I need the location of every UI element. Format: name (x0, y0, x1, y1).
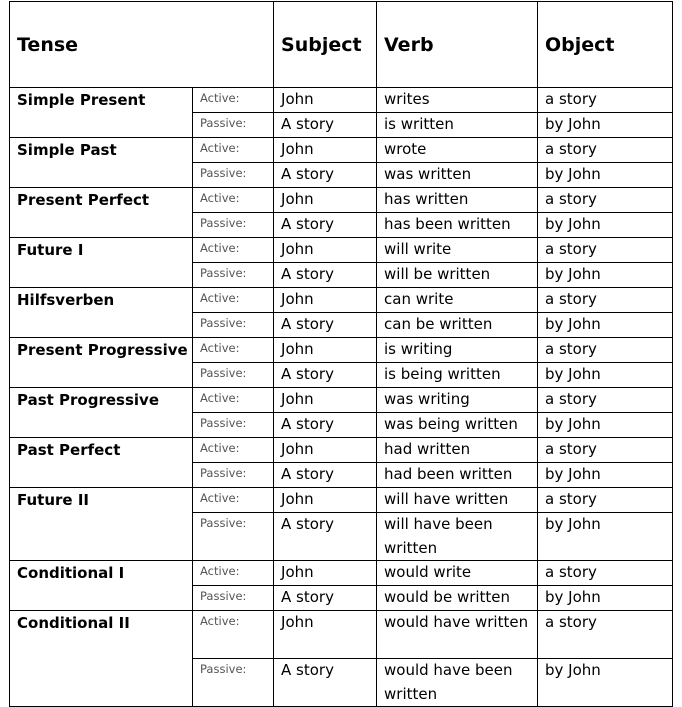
active-subject: John (274, 188, 377, 213)
voice-label-passive: Passive: (193, 513, 274, 561)
passive-object: by John (538, 213, 673, 238)
voice-label-passive: Passive: (193, 213, 274, 238)
voice-label-active: Active: (193, 188, 274, 213)
table-row-active (10, 611, 673, 659)
tense-name: Present Progressive (10, 338, 193, 388)
voice-label-passive: Passive: (193, 263, 274, 288)
active-verb: can write (377, 288, 538, 313)
tense-name: Past Perfect (10, 438, 193, 488)
passive-subject: A story (274, 463, 377, 488)
active-subject: John (274, 611, 377, 659)
active-verb: has written (377, 188, 538, 213)
active-object: a story (538, 611, 673, 659)
passive-verb: would be written (377, 586, 538, 611)
voice-label-passive: Passive: (193, 113, 274, 138)
passive-subject: A story (274, 363, 377, 388)
active-verb: would write (377, 561, 538, 586)
voice-label-active: Active: (193, 388, 274, 413)
table-row-active (10, 288, 673, 313)
tense-name: Conditional I (10, 561, 193, 611)
passive-object: by John (538, 513, 673, 561)
passive-object: by John (538, 463, 673, 488)
passive-subject: A story (274, 263, 377, 288)
header-verb: Verb (377, 2, 538, 88)
tense-name: Conditional II (10, 611, 193, 707)
active-verb: will have written (377, 488, 538, 513)
active-verb: is writing (377, 338, 538, 363)
passive-verb: was written (377, 163, 538, 188)
passive-object: by John (538, 113, 673, 138)
voice-label-passive: Passive: (193, 163, 274, 188)
passive-object: by John (538, 163, 673, 188)
passive-object: by John (538, 586, 673, 611)
voice-label-passive: Passive: (193, 463, 274, 488)
voice-label-passive: Passive: (193, 363, 274, 388)
active-object: a story (538, 338, 673, 363)
passive-verb: would have been written (377, 659, 538, 707)
tense-name: Simple Past (10, 138, 193, 188)
voice-label-active: Active: (193, 288, 274, 313)
passive-verb: will have been written (377, 513, 538, 561)
voice-label-passive: Passive: (193, 659, 274, 707)
active-object: a story (538, 288, 673, 313)
active-object: a story (538, 238, 673, 263)
tense-name: Simple Present (10, 88, 193, 138)
header-object: Object (538, 2, 673, 88)
table-row-active (10, 388, 673, 413)
table-row-active (10, 338, 673, 363)
active-subject: John (274, 561, 377, 586)
passive-subject: A story (274, 213, 377, 238)
active-object: a story (538, 561, 673, 586)
tense-name: Future I (10, 238, 193, 288)
passive-subject: A story (274, 659, 377, 707)
voice-label-active: Active: (193, 561, 274, 586)
passive-object: by John (538, 659, 673, 707)
voice-label-passive: Passive: (193, 313, 274, 338)
passive-object: by John (538, 363, 673, 388)
active-verb: will write (377, 238, 538, 263)
voice-label-active: Active: (193, 438, 274, 463)
passive-object: by John (538, 263, 673, 288)
passive-subject: A story (274, 513, 377, 561)
active-subject: John (274, 88, 377, 113)
table-row-active (10, 88, 673, 113)
table-row-active (10, 438, 673, 463)
voice-label-active: Active: (193, 138, 274, 163)
active-object: a story (538, 488, 673, 513)
passive-verb: is written (377, 113, 538, 138)
active-subject: John (274, 438, 377, 463)
header-row (10, 2, 673, 88)
tense-name: Present Perfect (10, 188, 193, 238)
active-object: a story (538, 438, 673, 463)
active-subject: John (274, 288, 377, 313)
passive-subject: A story (274, 113, 377, 138)
passive-subject: A story (274, 313, 377, 338)
passive-verb: is being written (377, 363, 538, 388)
active-subject: John (274, 488, 377, 513)
active-subject: John (274, 238, 377, 263)
tense-name: Past Progressive (10, 388, 193, 438)
tense-name: Future II (10, 488, 193, 561)
active-subject: John (274, 388, 377, 413)
passive-object: by John (538, 413, 673, 438)
header-tense: Tense (10, 2, 274, 88)
header-subject: Subject (274, 2, 377, 88)
voice-label-active: Active: (193, 238, 274, 263)
voice-label-active: Active: (193, 611, 274, 659)
voice-label-active: Active: (193, 488, 274, 513)
passive-verb: was being written (377, 413, 538, 438)
active-verb: had written (377, 438, 538, 463)
active-object: a story (538, 188, 673, 213)
active-object: a story (538, 388, 673, 413)
active-verb: wrote (377, 138, 538, 163)
passive-subject: A story (274, 413, 377, 438)
passive-verb: will be written (377, 263, 538, 288)
voice-label-passive: Passive: (193, 413, 274, 438)
active-subject: John (274, 338, 377, 363)
passive-verb: had been written (377, 463, 538, 488)
passive-subject: A story (274, 586, 377, 611)
active-object: a story (538, 88, 673, 113)
table-row-active (10, 138, 673, 163)
passive-subject: A story (274, 163, 377, 188)
active-subject: John (274, 138, 377, 163)
voice-label-active: Active: (193, 338, 274, 363)
voice-label-passive: Passive: (193, 586, 274, 611)
table-row-active (10, 188, 673, 213)
tense-table (9, 1, 673, 707)
table-row-active (10, 561, 673, 586)
passive-verb: has been written (377, 213, 538, 238)
table-row-active (10, 488, 673, 513)
tense-name: Hilfsverben (10, 288, 193, 338)
passive-verb: can be written (377, 313, 538, 338)
active-verb: was writing (377, 388, 538, 413)
active-verb: would have written (377, 611, 538, 659)
table-row-active (10, 238, 673, 263)
voice-label-active: Active: (193, 88, 274, 113)
active-verb: writes (377, 88, 538, 113)
passive-object: by John (538, 313, 673, 338)
active-object: a story (538, 138, 673, 163)
